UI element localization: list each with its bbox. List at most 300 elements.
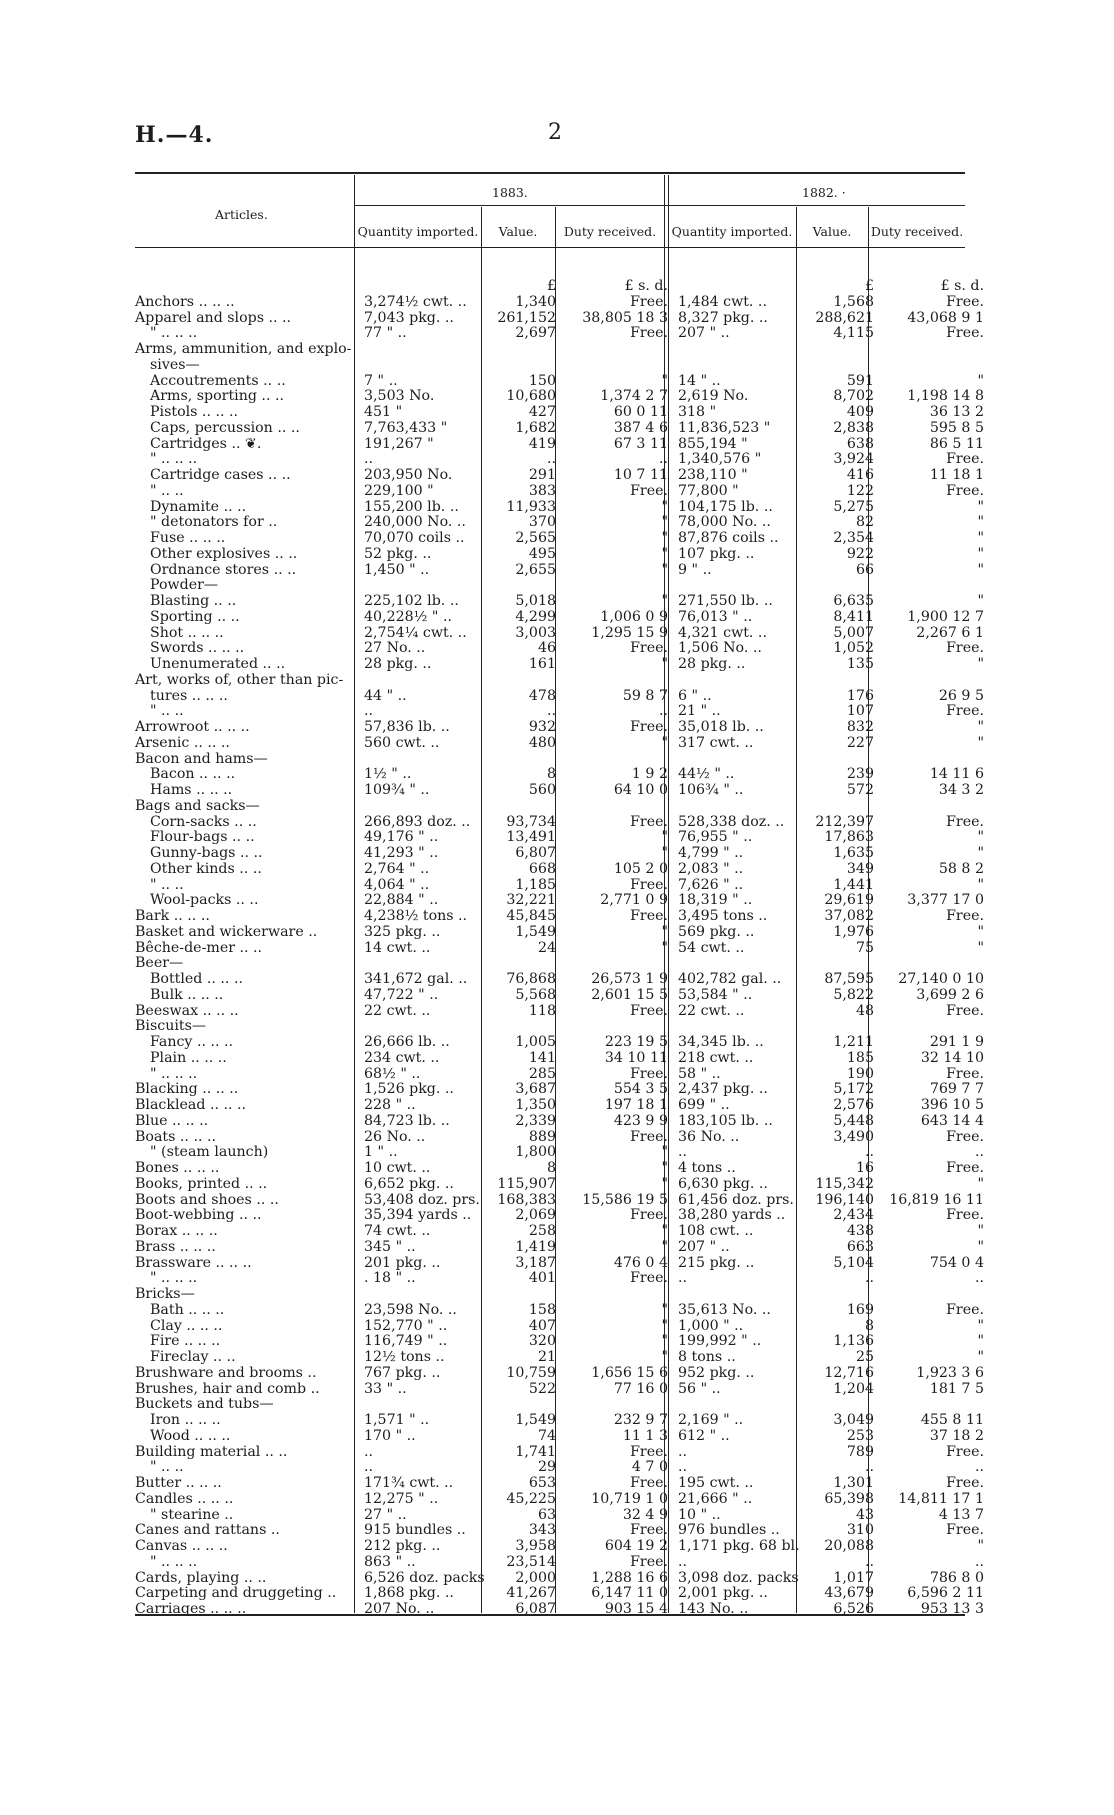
duty-1883: 10,719 1 0 [591, 1490, 668, 1507]
qty-1882: 699 " .. [678, 1097, 730, 1113]
qty-1882: 183,105 lb. .. [678, 1112, 773, 1129]
qty-1883: 109¾ " .. [364, 782, 430, 798]
article-name: Canvas .. .. .. [135, 1538, 228, 1554]
duty-1883: " [661, 498, 668, 515]
duty-1882: " [977, 514, 984, 531]
qty-1883: 234 cwt. .. [364, 1049, 440, 1066]
qty-1883: .. [364, 1443, 374, 1460]
qty-1882: 34,345 lb. .. [678, 1034, 764, 1050]
article-name: Carriages .. .. .. [135, 1601, 247, 1617]
value-1883: 74 [537, 1427, 556, 1444]
duty-1883: Free. [630, 293, 668, 310]
qty-1883: 27 No. .. [364, 640, 426, 657]
qty-1882: 952 pkg. .. [678, 1364, 755, 1381]
duty-1883: Free. [630, 1065, 668, 1082]
value-1882: 3,924 [833, 451, 874, 468]
value-1883: 1,682 [515, 419, 556, 436]
value-1883: 478 [528, 687, 556, 704]
value-1883: 6,087 [515, 1601, 556, 1617]
article-name: Boats .. .. .. [135, 1128, 216, 1145]
duty-1883: 6,147 11 0 [591, 1585, 668, 1602]
duty-1882: 43,068 9 1 [907, 309, 984, 326]
value-1883: 63 [537, 1506, 556, 1523]
duty-1882: 455 8 11 [920, 1412, 984, 1428]
value-1882: 3,490 [833, 1128, 874, 1145]
value-1883: 560 [528, 782, 556, 798]
table-row [0, 1571, 1114, 1587]
qty-1883: 863 " .. [364, 1553, 416, 1570]
value-1883: 11,933 [506, 498, 556, 515]
duty-1883: " [661, 514, 668, 531]
table-row [0, 941, 1114, 957]
article-name: Brushes, hair and comb .. [135, 1380, 320, 1397]
qty-1883: 52 pkg. .. [364, 545, 432, 562]
value-1882: 5,275 [833, 498, 874, 515]
article-name: Sporting .. .. [150, 608, 240, 625]
qty-1882: 3,098 doz. packs [678, 1569, 799, 1586]
duty-1883: Free. [630, 1443, 668, 1460]
table-row [0, 1523, 1114, 1539]
qty-1883: 212 pkg. .. [364, 1538, 441, 1554]
duty-1882: Free. [946, 451, 984, 468]
value-1883: 2,000 [515, 1569, 556, 1586]
duty-1882: Free. [946, 908, 984, 924]
value-1883: 1,185 [515, 876, 556, 893]
value-1883: 1,340 [515, 293, 556, 310]
value-1883: 5,568 [515, 986, 556, 1003]
value-1882: 349 [846, 860, 874, 877]
qty-1882: .. [678, 1270, 688, 1287]
article-name: Accoutrements .. .. [150, 372, 286, 389]
qty-1882: 6 " .. [678, 687, 712, 704]
duty-1882: 396 10 5 [920, 1097, 984, 1113]
duty-1882: " [977, 656, 984, 672]
article-name: Arms, sporting .. .. [150, 388, 284, 405]
value-1882: 922 [846, 545, 874, 562]
value-1882: 4,115 [833, 325, 874, 342]
qty-1883: 116,749 " .. [364, 1333, 448, 1350]
qty-1883: 240,000 No. .. [364, 514, 466, 531]
duty-1883: " [661, 656, 668, 672]
duty-1883: 32 4 9 [622, 1506, 668, 1523]
duty-1882: 3,377 17 0 [907, 892, 984, 909]
duty-1883: Free. [630, 1475, 668, 1491]
article-name: Brass .. .. .. [135, 1238, 216, 1255]
qty-1882: 4,799 " .. [678, 845, 744, 861]
table-row [0, 500, 1114, 516]
duty-1882: Free. [946, 1443, 984, 1460]
article-name: " .. .. [150, 703, 184, 720]
article-name: Clay .. .. .. [150, 1317, 223, 1334]
value-1883: 383 [528, 482, 556, 499]
qty-1882: 106¾ " .. [678, 782, 744, 798]
article-name: " .. .. .. [150, 1553, 198, 1570]
qty-1883: 6,652 pkg. .. [364, 1175, 454, 1192]
article-name: Fuse .. .. .. [150, 530, 226, 546]
article-name: Carpeting and druggeting .. [135, 1585, 337, 1602]
duty-1883: Free. [630, 640, 668, 657]
value-1882: 1,211 [833, 1034, 874, 1050]
value-1882: 832 [846, 719, 874, 735]
article-name: Powder— [150, 577, 219, 594]
table-row [0, 673, 1114, 689]
value-1882: 29,619 [824, 892, 874, 909]
duty-1882: 34 3 2 [938, 782, 984, 798]
qty-1883: 22 cwt. .. [364, 1002, 431, 1019]
duty-1882: Free. [946, 1160, 984, 1176]
duty-1883: 105 2 0 [613, 860, 668, 877]
qty-1883: 4,238½ tons .. [364, 908, 468, 924]
duty-1883: " [661, 530, 668, 546]
duty-1883: 11 1 3 [622, 1427, 668, 1444]
duty-1883: 223 19 5 [604, 1034, 668, 1050]
table-row [0, 311, 1114, 327]
duty-1882: 4 13 7 [938, 1506, 984, 1523]
qty-1882: 35,613 No. .. [678, 1301, 771, 1318]
qty-1883: 2,754¼ cwt. .. [364, 624, 467, 641]
value-1882: 196,140 [815, 1191, 874, 1208]
value-1883: 258 [528, 1223, 556, 1239]
table-row [0, 704, 1114, 720]
qty-1882: .. [678, 1553, 688, 1570]
qty-1883: 84,723 lb. .. [364, 1112, 450, 1129]
qty-1882: 35,018 lb. .. [678, 719, 764, 735]
article-name: Cards, playing .. .. [135, 1569, 267, 1586]
qty-1883: 57,836 lb. .. [364, 719, 450, 735]
duty-1883: 2,601 15 5 [591, 986, 668, 1003]
article-name: Fire .. .. .. [150, 1333, 221, 1350]
value-1883: 495 [528, 545, 556, 562]
table-row [0, 1303, 1114, 1319]
value-1883: 1,419 [515, 1238, 556, 1255]
qty-1883: 171¾ cwt. .. [364, 1475, 454, 1491]
article-name: Bulk .. .. .. [150, 986, 224, 1003]
qty-1883: 23,598 No. .. [364, 1301, 457, 1318]
value-1882: 12,716 [824, 1364, 874, 1381]
qty-1883: 27 " .. [364, 1506, 407, 1523]
table-row [0, 1161, 1114, 1177]
duty-1882: " [977, 719, 984, 735]
duty-1883: Free. [630, 1553, 668, 1570]
qty-1883: 40,228½ " .. [364, 608, 452, 625]
duty-1882: " [977, 1238, 984, 1255]
table-row [0, 862, 1114, 878]
duty-1882: " [977, 939, 984, 956]
duty-1882: " [977, 498, 984, 515]
qty-1882: 1,340,576 " [678, 451, 762, 468]
table-row [0, 1508, 1114, 1524]
value-1883: 45,225 [506, 1490, 556, 1507]
qty-1882: 855,194 " [678, 435, 748, 452]
qty-1883: 170 " .. [364, 1427, 416, 1444]
qty-1882: 11,836,523 " [678, 419, 771, 436]
qty-1883: 152,770 " .. [364, 1317, 448, 1334]
table-row [0, 1492, 1114, 1508]
value-1883: £ [546, 278, 556, 294]
qty-1882: 2,169 " .. [678, 1412, 744, 1428]
header-duty-1883: Duty received. [563, 224, 657, 239]
table-row [0, 720, 1114, 736]
duty-1882: Free. [946, 482, 984, 499]
qty-1883: 191,267 " [364, 435, 434, 452]
document-reference: H.—4. [135, 122, 214, 148]
value-1882: 288,621 [815, 309, 874, 326]
duty-1882: " [977, 1223, 984, 1239]
duty-1882: Free. [946, 813, 984, 830]
table-row [0, 279, 1114, 295]
table-row [0, 295, 1114, 311]
duty-1882: " [977, 1349, 984, 1365]
header-bottom-rule [135, 247, 965, 248]
value-1883: 261,152 [497, 309, 556, 326]
qty-1882: 2,083 " .. [678, 860, 744, 877]
value-1882: .. [864, 1144, 874, 1161]
table-row [0, 830, 1114, 846]
duty-1882: 27,140 0 10 [898, 971, 984, 987]
article-name: Cartridge cases .. .. [150, 467, 291, 483]
table-row [0, 1382, 1114, 1398]
table-row [0, 925, 1114, 941]
duty-1883: 476 0 4 [613, 1254, 668, 1271]
value-1882: 185 [846, 1049, 874, 1066]
value-1883: 1,800 [515, 1144, 556, 1161]
duty-1883: " [661, 1238, 668, 1255]
value-1883: 41,267 [506, 1585, 556, 1602]
qty-1882: 18,319 " .. [678, 892, 753, 909]
value-1882: 227 [846, 734, 874, 751]
qty-1883: 341,672 gal. .. [364, 971, 468, 987]
value-1882: 82 [855, 514, 874, 531]
qty-1882: 402,782 gal. .. [678, 971, 782, 987]
qty-1883: . 18 " .. [364, 1270, 416, 1287]
value-1882: 1,635 [833, 845, 874, 861]
duty-1882: " [977, 593, 984, 609]
value-1882: 43 [855, 1506, 874, 1523]
article-name: Apparel and slops .. .. [135, 309, 292, 326]
table-row [0, 1114, 1114, 1130]
value-1882: 20,088 [824, 1538, 874, 1554]
duty-1883: Free. [630, 1207, 668, 1224]
qty-1882: 4,321 cwt. .. [678, 624, 767, 641]
duty-1883: " [661, 1223, 668, 1239]
article-name: " .. .. [150, 876, 184, 893]
value-1882: 1,976 [833, 923, 874, 940]
value-1882: 416 [846, 467, 874, 483]
duty-1882: " [977, 1175, 984, 1192]
duty-1882: Free. [946, 293, 984, 310]
duty-1882: .. [974, 1270, 984, 1287]
table-row [0, 1130, 1114, 1146]
duty-1882: " [977, 372, 984, 389]
qty-1883: 229,100 " [364, 482, 434, 499]
value-1883: 2,655 [515, 561, 556, 578]
qty-1883: 1,571 " .. [364, 1412, 430, 1428]
header-value-1883: Value. [498, 224, 538, 239]
table-row [0, 405, 1114, 421]
qty-1882: 9 " .. [678, 561, 712, 578]
table-row [0, 988, 1114, 1004]
article-name: Fancy .. .. .. [150, 1034, 234, 1050]
duty-1883: Free. [630, 1270, 668, 1287]
duty-1883: £ s. d. [624, 278, 668, 294]
duty-1883: " [661, 593, 668, 609]
qty-1882: 3,495 tons .. [678, 908, 768, 924]
value-1882: 5,822 [833, 986, 874, 1003]
duty-1882: 2,267 6 1 [916, 624, 984, 641]
article-name: Arsenic .. .. .. [135, 734, 230, 751]
article-name: Bags and sacks— [135, 797, 260, 814]
value-1883: 2,069 [515, 1207, 556, 1224]
article-name: Wool-packs .. .. [150, 892, 259, 909]
qty-1882: 569 pkg. .. [678, 923, 755, 940]
qty-1882: 2,001 pkg. .. [678, 1585, 768, 1602]
table-row [0, 578, 1114, 594]
value-1883: 45,845 [506, 908, 556, 924]
duty-1883: 604 19 2 [604, 1538, 668, 1554]
duty-1883: " [661, 845, 668, 861]
qty-1883: 7,763,433 " [364, 419, 448, 436]
value-1883: 889 [528, 1128, 556, 1145]
article-name: Bacon and hams— [135, 750, 268, 767]
value-1883: 13,491 [506, 829, 556, 846]
article-name: Other explosives .. .. [150, 545, 298, 562]
qty-1882: 44½ " .. [678, 766, 735, 783]
table-row [0, 736, 1114, 752]
qty-1883: 3,503 No. [364, 388, 435, 405]
article-name: Anchors .. .. .. [135, 293, 235, 310]
duty-1883: 232 9 7 [613, 1412, 668, 1428]
year-rule [354, 205, 965, 206]
duty-1882: .. [974, 1144, 984, 1161]
value-1882: 2,354 [833, 530, 874, 546]
article-name: " .. .. .. [150, 1270, 198, 1287]
value-1882: 135 [846, 656, 874, 672]
duty-1882: " [977, 561, 984, 578]
value-1883: 118 [528, 1002, 556, 1019]
table-row [0, 1413, 1114, 1429]
qty-1882: 76,955 " .. [678, 829, 753, 846]
duty-1882: Free. [946, 1065, 984, 1082]
value-1883: 29 [537, 1459, 556, 1476]
qty-1883: 207 No. .. [364, 1601, 435, 1617]
qty-1883: 12½ tons .. [364, 1349, 445, 1365]
table-row [0, 1082, 1114, 1098]
duty-1882: 14 11 6 [929, 766, 984, 783]
article-name: " .. .. .. [150, 325, 198, 342]
value-1883: 10,759 [506, 1364, 556, 1381]
qty-1883: 68½ " .. [364, 1065, 421, 1082]
qty-1883: 155,200 lb. .. [364, 498, 459, 515]
duty-1883: Free. [630, 876, 668, 893]
table-row [0, 1224, 1114, 1240]
value-1883: 653 [528, 1475, 556, 1491]
duty-1882: 595 8 5 [929, 419, 984, 436]
article-name: Beeswax .. .. .. [135, 1002, 239, 1019]
qty-1883: 560 cwt. .. [364, 734, 440, 751]
qty-1882: 87,876 coils .. [678, 530, 779, 546]
article-name: Beer— [135, 955, 184, 972]
header-value-1882: Value. [812, 224, 852, 239]
value-1882: 1,204 [833, 1380, 874, 1397]
duty-1883: " [661, 561, 668, 578]
value-1882: 6,635 [833, 593, 874, 609]
table-row [0, 1271, 1114, 1287]
header-year-1883: 1883. [492, 185, 528, 200]
article-name: Blacking .. .. .. [135, 1081, 239, 1098]
value-1882: 5,172 [833, 1081, 874, 1098]
value-1882: 212,397 [815, 813, 874, 830]
article-name: Pistols .. .. .. [150, 404, 239, 420]
duty-1882: 11 18 1 [929, 467, 984, 483]
article-name: Fireclay .. .. [150, 1349, 236, 1365]
qty-1882: 317 cwt. .. [678, 734, 754, 751]
qty-1882: 207 " .. [678, 1238, 730, 1255]
value-1883: 3,958 [515, 1538, 556, 1554]
value-1883: 668 [528, 860, 556, 877]
article-name: Flour-bags .. .. [150, 829, 255, 846]
qty-1883: 49,176 " .. [364, 829, 439, 846]
value-1883: 419 [528, 435, 556, 452]
duty-1883: 77 16 0 [613, 1380, 668, 1397]
value-1882: 1,052 [833, 640, 874, 657]
article-name: Basket and wickerware .. [135, 923, 318, 940]
article-name: sives— [150, 356, 200, 373]
article-name: Shot .. .. .. [150, 624, 224, 641]
duty-1882: " [977, 530, 984, 546]
article-name: Caps, percussion .. .. [150, 419, 300, 436]
value-1882: 1,441 [833, 876, 874, 893]
article-name: Biscuits— [135, 1018, 207, 1035]
duty-1883: 903 15 4 [604, 1601, 668, 1617]
duty-1883: " [661, 1301, 668, 1318]
article-name: Other kinds .. .. [150, 860, 262, 877]
qty-1882: 195 cwt. .. [678, 1475, 754, 1491]
value-1882: .. [864, 1459, 874, 1476]
duty-1883: 197 18 1 [604, 1097, 668, 1113]
table-row [0, 1067, 1114, 1083]
duty-1882: 754 0 4 [929, 1254, 984, 1271]
duty-1882: " [977, 845, 984, 861]
duty-1883: Free. [630, 908, 668, 924]
value-1882: 8 [864, 1317, 874, 1334]
qty-1882: 61,456 doz. prs. [678, 1191, 794, 1208]
duty-1883: Free. [630, 482, 668, 499]
header-year-1882: 1882. · [802, 185, 846, 200]
duty-1882: " [977, 734, 984, 751]
duty-1882: 1,900 12 7 [907, 608, 984, 625]
value-1882: 115,342 [815, 1175, 874, 1192]
value-1882: 310 [846, 1522, 874, 1539]
table-row [0, 1429, 1114, 1445]
header-qty-1883: Quantity imported. [357, 224, 479, 239]
value-1883: 23,514 [506, 1553, 556, 1570]
duty-1882: Free. [946, 640, 984, 657]
duty-1882: 769 7 7 [929, 1081, 984, 1098]
article-name: " .. .. [150, 482, 184, 499]
article-name: Unenumerated .. .. [150, 656, 286, 672]
qty-1882: 271,550 lb. .. [678, 593, 773, 609]
value-1882: 176 [846, 687, 874, 704]
table-row [0, 815, 1114, 831]
table-row [0, 1098, 1114, 1114]
duty-1883: 1,288 16 6 [591, 1569, 668, 1586]
qty-1882: 1,484 cwt. .. [678, 293, 767, 310]
article-name: Iron .. .. .. [150, 1412, 221, 1428]
qty-1883: 77 " .. [364, 325, 407, 342]
table-row [0, 1445, 1114, 1461]
qty-1883: 451 " [364, 404, 403, 420]
value-1882: 5,104 [833, 1254, 874, 1271]
